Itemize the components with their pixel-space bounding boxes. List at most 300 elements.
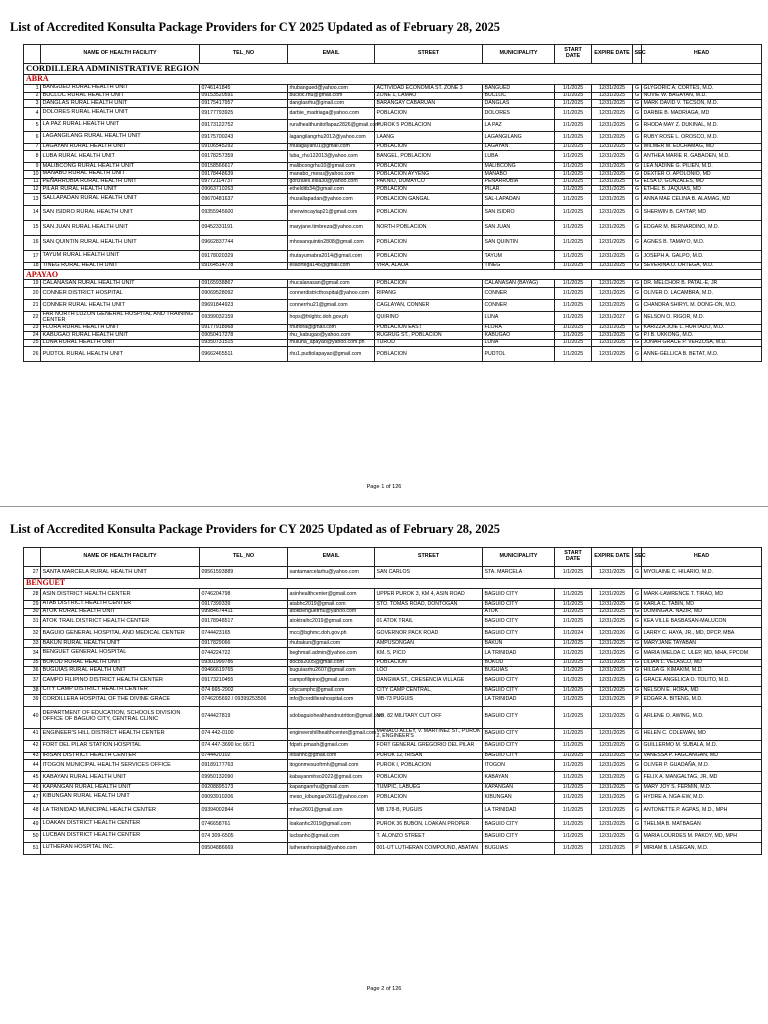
facility-name: LA TRINIDAD MUNICIPAL HEALTH CENTER [41, 803, 200, 818]
row-number: 13 [24, 193, 41, 205]
municipality: SAN ISIDRO [483, 205, 555, 220]
row-number: 14 [24, 205, 41, 220]
row-number: 38 [24, 686, 41, 694]
table-row [24, 324, 762, 332]
table-row [24, 262, 762, 270]
telephone: 0917829066 [200, 640, 288, 648]
head-name: P.I B. UKKONG, M.D. [642, 332, 762, 340]
start-date: 1/1/2025 [555, 772, 592, 784]
head-name: WILMER M. EDCHAMAG, MD [642, 143, 762, 151]
row-number: 11 [24, 178, 41, 186]
expire-date: 12/31/2025 [592, 567, 633, 579]
sector: G [633, 280, 642, 288]
facility-name: BENGUET GENERAL HOSPITAL [41, 647, 200, 659]
telephone: 09063710263 [200, 186, 288, 194]
street: POBLACION [375, 250, 483, 262]
table-row [24, 193, 762, 205]
municipality: LA TRINIDAD [483, 694, 555, 706]
expire-date: 12/31/2025 [592, 100, 633, 108]
row-number: 27 [24, 567, 41, 579]
head-name: EDGAR A. BITENG, M.D. [642, 694, 762, 706]
table-row [24, 830, 762, 842]
sector: G [633, 601, 642, 609]
province-label: APAYAO [24, 270, 762, 280]
head-name: ANTHEA MARIE R. GABAOEN, M.D. [642, 151, 762, 163]
email: rhuluna_apayao@yahoo.com.ph [288, 339, 375, 347]
start-date: 1/1/2025 [555, 220, 592, 235]
region-row [24, 64, 762, 75]
header-cell-number [24, 548, 41, 567]
row-number: 39 [24, 694, 41, 706]
expire-date: 12/31/2025 [592, 299, 633, 311]
header-cell: HEAD [642, 548, 762, 567]
telephone: 09504886669 [200, 842, 288, 854]
email: loakanhc2019@gmail.com [288, 818, 375, 830]
sector: G [633, 647, 642, 659]
head-name: JONAH GRACE P. VERZOSA, M.D. [642, 339, 762, 347]
street: KM. 5, PICO [375, 647, 483, 659]
expire-date: 12/31/2025 [592, 220, 633, 235]
facility-name: TINEG RURAL HEALTH UNIT [41, 262, 200, 270]
street: T. ALONZO STREET [375, 830, 483, 842]
table-row [24, 706, 762, 728]
street: STO. TOMAS ROAD, DONTOGAN [375, 601, 483, 609]
expire-date: 12/31/2025 [592, 818, 633, 830]
street: RIPANG [375, 287, 483, 299]
start-date: 1/1/2025 [555, 601, 592, 609]
telephone: 0744224722 [200, 647, 288, 659]
head-name: JOSEPH A. GALPO, M.D. [642, 250, 762, 262]
document-page-2 [0, 508, 768, 1024]
expire-date: 12/31/2025 [592, 608, 633, 616]
municipality: CONNER [483, 299, 555, 311]
start-date: 1/1/2025 [555, 119, 592, 131]
telephone: 0746205692 / 09399253506 [200, 694, 288, 706]
table-row [24, 740, 762, 752]
header-cell: EXPIRE DATE [592, 45, 633, 64]
row-number: 36 [24, 667, 41, 675]
row-number: 10 [24, 170, 41, 178]
head-name: LILIAN L. VELASCO, MD [642, 659, 762, 667]
header-cell: HEAD [642, 45, 762, 64]
start-date: 1/1/2025 [555, 324, 592, 332]
sector: G [633, 830, 642, 842]
row-number: 34 [24, 647, 41, 659]
expire-date: 12/31/2025 [592, 640, 633, 648]
head-name: NELSON O. RIGOR, M.D. [642, 311, 762, 324]
facility-name: MANABO RURAL HEALTH UNIT [41, 170, 200, 178]
row-number: 31 [24, 616, 41, 628]
header-cell: MUNICIPALITY [483, 45, 555, 64]
facility-name: CONNER DISTRICT HOSPITAL [41, 287, 200, 299]
row-number: 21 [24, 299, 41, 311]
expire-date: 12/31/2026 [592, 628, 633, 640]
facility-name: ATOK TRAIL DISTRICT HEALTH CENTER [41, 616, 200, 628]
head-name: VANESSA P. FAGCANGAN, MD [642, 752, 762, 760]
row-number: 47 [24, 791, 41, 803]
email: rhucalanasan@gmail.com [288, 280, 375, 288]
expire-date: 12/31/2025 [592, 752, 633, 760]
start-date: 1/1/2025 [555, 647, 592, 659]
header-cell: STREET [375, 45, 483, 64]
table-row [24, 728, 762, 740]
street: RUGRUG ST., POBLACION [375, 332, 483, 340]
email: rhubakun@gmail.com [288, 640, 375, 648]
row-number: 45 [24, 772, 41, 784]
email: darbie_madriaga@yahoo.com [288, 107, 375, 119]
facility-name: ENGINEER'S HILL DISTRICT HEALTH CENTER [41, 728, 200, 740]
start-date: 1/1/2025 [555, 280, 592, 288]
email: hops@fnlghtc.doh.gov.ph [288, 311, 375, 324]
facility-name: CALANASAN RURAL HEALTH UNIT [41, 280, 200, 288]
municipality: PILAR [483, 186, 555, 194]
facility-name: DEPARTMENT OF EDUCATION, SCHOOLS DIVISION OFFICE OF BAGUIO CITY, CENTRAL CLINIC [41, 706, 200, 728]
start-date: 1/1/2025 [555, 608, 592, 616]
facility-name: PEÑARRUBIA RURAL HEALTH UNIT [41, 178, 200, 186]
row-number: 12 [24, 186, 41, 194]
municipality: LA TRINIDAD [483, 803, 555, 818]
head-name: GLYGORIC A. CORTES, M.D. [642, 85, 762, 93]
municipality: BUGUIAS [483, 842, 555, 854]
start-date: 1/1/2025 [555, 205, 592, 220]
head-name: SEVERINA O. ORTEGA, M.D. [642, 262, 762, 270]
street: PUROK 5 POBLACION [375, 119, 483, 131]
row-number: 9 [24, 163, 41, 171]
municipality: BAGUIO CITY [483, 628, 555, 640]
expire-date: 12/31/2025 [592, 119, 633, 131]
facility-name: ATAB DISTRICT HEALTH CENTER [41, 601, 200, 609]
facility-name: TAYUM RURAL HEALTH UNIT [41, 250, 200, 262]
telephone: 09691844923 [200, 299, 288, 311]
email: mhso2601@gmail.com [288, 803, 375, 818]
street: AMPUSONGAN [375, 640, 483, 648]
header-cell: MUNICIPALITY [483, 548, 555, 567]
facility-name: DOLORES RURAL HEALTH UNIT [41, 107, 200, 119]
telephone: 09208895173 [200, 784, 288, 792]
row-number: 29 [24, 601, 41, 609]
municipality: ITOGON [483, 760, 555, 772]
street: POBLACION GANGAL [375, 193, 483, 205]
sector: G [633, 608, 642, 616]
table-row [24, 842, 762, 854]
telephone: 09466619765 [200, 667, 288, 675]
sector: G [633, 220, 642, 235]
page-divider [0, 506, 768, 507]
telephone: 09175417957 [200, 100, 288, 108]
telephone: 09175700243 [200, 131, 288, 143]
facility-name: LA PAZ RURAL HEALTH UNIT [41, 119, 200, 131]
telephone: 09069528092 [200, 287, 288, 299]
street: GOVERNOR PACK ROAD [375, 628, 483, 640]
email: rhusallapadan@yahoo.com [288, 193, 375, 205]
email: luba_rhu122013@yahoo.com [288, 151, 375, 163]
street [375, 608, 483, 616]
head-name: HYDRE A. NGA-EW, M.D. [642, 791, 762, 803]
start-date: 1/1/2025 [555, 803, 592, 818]
expire-date: 12/31/2025 [592, 151, 633, 163]
telephone: 09173122752 [200, 119, 288, 131]
head-name: FELIX A. MANGALTAG, JR, MD [642, 772, 762, 784]
table-row [24, 339, 762, 347]
telephone: 074 442-0100 [200, 728, 288, 740]
facility-name: SAN JUAN RURAL HEALTH UNIT [41, 220, 200, 235]
municipality: DOLORES [483, 107, 555, 119]
row-number: 48 [24, 803, 41, 818]
header-cell: SEC [633, 45, 642, 64]
table-row [24, 667, 762, 675]
municipality: BAGUIO CITY [483, 706, 555, 728]
head-name: KARIZZA JOIE L. HURTADO, M.D. [642, 324, 762, 332]
street: BARANGAY CABARUAN [375, 100, 483, 108]
sector: G [633, 299, 642, 311]
table-row [24, 616, 762, 628]
facility-table [23, 44, 762, 362]
sector: G [633, 92, 642, 100]
start-date: 1/1/2025 [555, 842, 592, 854]
municipality: ATOK [483, 608, 555, 616]
table-row [24, 647, 762, 659]
municipality: BAGUIO CITY [483, 589, 555, 601]
email: sdobaguiohealthandnutrition@gmail.com [288, 706, 375, 728]
facility-name: KAPANGAN RURAL HEALTH UNIT [41, 784, 200, 792]
row-number: 35 [24, 659, 41, 667]
start-date: 1/1/2025 [555, 100, 592, 108]
email: atokbenguetrhu@yahoo.com [288, 608, 375, 616]
street: DANGWA ST., CRESENCIA VILLAGE [375, 674, 483, 686]
street: CITY CAMP CENTRAL, [375, 686, 483, 694]
sector: G [633, 143, 642, 151]
sector: G [633, 85, 642, 93]
sector: G [633, 235, 642, 250]
start-date: 1/1/2025 [555, 667, 592, 675]
expire-date: 12/31/2025 [592, 674, 633, 686]
facility-name: BUCLOC RURAL HEALTH UNIT [41, 92, 200, 100]
email: kabayanmhso2022@gmail.com [288, 772, 375, 784]
facility-name: CAMPO FILIPINO DISTRICT HEALTH CENTER [41, 674, 200, 686]
head-name: RHODA MAY Z. DUKINAL, M.D. [642, 119, 762, 131]
street: LAANG [375, 131, 483, 143]
facility-name: ASIN DISTRICT HEALTH CENTER [41, 589, 200, 601]
municipality: CONNER [483, 287, 555, 299]
head-name: AGNES B. TAMAYO, M.D. [642, 235, 762, 250]
row-number: 20 [24, 287, 41, 299]
street: POBLACION [375, 347, 483, 362]
municipality: BAGUIO CITY [483, 686, 555, 694]
street: SAN CARLOS [375, 567, 483, 579]
expire-date: 12/31/2025 [592, 339, 633, 347]
municipality: KIBUNGAN [483, 791, 555, 803]
facility-name: SANTA MARCELA RURAL HEALTH UNIT [41, 567, 200, 579]
facility-name: MALIBCONG RURAL HEALTH UNIT [41, 163, 200, 171]
street: BANGEL, POBLACION [375, 151, 483, 163]
municipality: DANGLAS [483, 100, 555, 108]
start-date: 1/1/2025 [555, 250, 592, 262]
table-row [24, 791, 762, 803]
facility-name: LUNA RURAL HEALTH UNIT [41, 339, 200, 347]
email: sherwincaytap21@gmail.com [288, 205, 375, 220]
sector: G [633, 818, 642, 830]
row-number: 28 [24, 589, 41, 601]
start-date: 1/1/2025 [555, 740, 592, 752]
facility-name: CITY CAMP DISTRICT HEALTH CENTER [41, 686, 200, 694]
telephone: 0744423165 [200, 628, 288, 640]
street: NO. 82 MILITARY CUT OFF [375, 706, 483, 728]
row-number: 44 [24, 760, 41, 772]
province-label: ABRA [24, 75, 762, 85]
head-name: LARRY C. HAYA, JR., MD, DPCP, MBA [642, 628, 762, 640]
street: MB-73 PUGUIS [375, 694, 483, 706]
header-cell: STREET [375, 548, 483, 567]
row-number: 37 [24, 674, 41, 686]
row-number: 15 [24, 220, 41, 235]
head-name: SHERWIN B. CAYTAP, MD [642, 205, 762, 220]
street: 01 ATOK TRAIL [375, 616, 483, 628]
table-row [24, 332, 762, 340]
start-date: 1/1/2025 [555, 163, 592, 171]
municipality: TAYUM [483, 250, 555, 262]
street: POBLACION [375, 186, 483, 194]
start-date: 1/1/2025 [555, 818, 592, 830]
expire-date: 12/31/2025 [592, 791, 633, 803]
start-date: 1/1/2025 [555, 589, 592, 601]
telephone: 074 665-2902 [200, 686, 288, 694]
header-cell: START DATE [555, 45, 592, 64]
row-number: 32 [24, 628, 41, 640]
expire-date: 12/31/2025 [592, 830, 633, 842]
street: PUROK 36 BUBON, LOAKAN PROPER [375, 818, 483, 830]
facility-name: KABAYAN RURAL HEALTH UNIT [41, 772, 200, 784]
email: fdpsh.pmash@gmail.com [288, 740, 375, 752]
table-row [24, 220, 762, 235]
table-row [24, 784, 762, 792]
row-number: 1 [24, 85, 41, 93]
facility-table [23, 547, 762, 855]
head-name: MARIA LOURDES M. PAKOY, MD, MPH [642, 830, 762, 842]
expire-date: 12/31/2025 [592, 803, 633, 818]
sector: G [633, 616, 642, 628]
municipality: SAN JUAN [483, 220, 555, 235]
municipality: PUDTOL [483, 347, 555, 362]
email: rhutayumabra2014@gmail.com [288, 250, 375, 262]
table-row [24, 601, 762, 609]
facility-name: DANGLAS RURAL HEALTH UNIT [41, 100, 200, 108]
start-date: 1/1/2025 [555, 674, 592, 686]
telephone: 074 447-3690 loc 6671 [200, 740, 288, 752]
municipality: BAGUIO CITY [483, 616, 555, 628]
facility-name: FAR NORTH LUZON GENERAL HOSPITAL AND TRAINING CENTER [41, 311, 200, 324]
table-row [24, 347, 762, 362]
row-number: 22 [24, 311, 41, 324]
facility-name: SALLAPADAN RURAL HEALTH UNIT [41, 193, 200, 205]
expire-date: 12/31/2025 [592, 205, 633, 220]
table-row [24, 567, 762, 579]
street: POBLACION [375, 163, 483, 171]
start-date: 1/1/2025 [555, 347, 592, 362]
head-name: NELSON E. HORA, MD [642, 686, 762, 694]
street: POBLACION AYYENG [375, 170, 483, 178]
expire-date: 12/31/2025 [592, 784, 633, 792]
table-row [24, 186, 762, 194]
email: lagangilangrhu2012@yahoo.com [288, 131, 375, 143]
expire-date: 12/31/2025 [592, 178, 633, 186]
start-date: 1/1/2025 [555, 339, 592, 347]
header-cell: EXPIRE DATE [592, 548, 633, 567]
telephone: 09350731515 [200, 339, 288, 347]
email: gonzales.elsa30@yahoo.com [288, 178, 375, 186]
municipality: TINEG [483, 262, 555, 270]
email: connerdistricthospital@yahoo.com [288, 287, 375, 299]
telephone: 09173210455 [200, 674, 288, 686]
head-name: MYOLAINE C. HILARIO, M.D. [642, 567, 762, 579]
row-number: 26 [24, 347, 41, 362]
telephone: 09394002844 [200, 803, 288, 818]
street: NORTH POBLACION [375, 220, 483, 235]
municipality: LUNA [483, 311, 555, 324]
head-name: OLIVER P. GUADAÑA, M.D. [642, 760, 762, 772]
head-name: ELSA D. GONZALES, MD [642, 178, 762, 186]
email: kapanganrhu@gmail.com [288, 784, 375, 792]
head-name: THELMA B. MATBAGAN [642, 818, 762, 830]
row-number: 25 [24, 339, 41, 347]
email: engineershillhealthcenter@gmail.com [288, 728, 375, 740]
telephone: 09662837744 [200, 235, 288, 250]
facility-name: FLORA RURAL HEALTH UNIT [41, 324, 200, 332]
start-date: 1/1/2025 [555, 567, 592, 579]
table-row [24, 818, 762, 830]
expire-date: 12/31/2025 [592, 659, 633, 667]
street: PUROK 12, IRISAN [375, 752, 483, 760]
sector: G [633, 311, 642, 324]
sector: G [633, 347, 642, 362]
email: asinhealthcenter@gmail.com [288, 589, 375, 601]
start-date: 1/1/2025 [555, 659, 592, 667]
email: rhu1.pudtolapayao@gmail.com [288, 347, 375, 362]
table-row [24, 694, 762, 706]
facility-name: ATOK RURAL HEALTH UNIT [41, 608, 200, 616]
telephone: 09301999786 [200, 659, 288, 667]
street: MANALO ALLEY, V. MARTINEZ ST., PUROK 2, ENGINEER'S [375, 728, 483, 740]
table-row [24, 608, 762, 616]
municipality: BAGUIO CITY [483, 601, 555, 609]
row-number: 33 [24, 640, 41, 648]
municipality: LA PAZ [483, 119, 555, 131]
municipality: KABAYAN [483, 772, 555, 784]
row-number: 23 [24, 324, 41, 332]
telephone: 09662465511 [200, 347, 288, 362]
page-footer: Page 2 of 126 [366, 986, 402, 992]
head-name: RUBY ROSE L. OROSCO, M.D. [642, 131, 762, 143]
street: UPPER PUROK 3, KM 4, ASIN ROAD [375, 589, 483, 601]
telephone: 0744427819 [200, 706, 288, 728]
sector: G [633, 659, 642, 667]
province-row [24, 75, 762, 85]
municipality: MALIBCONG [483, 163, 555, 171]
municipality: BOKOD [483, 659, 555, 667]
facility-name: BAGUIO GENERAL HOSPITAL AND MEDICAL CENTER [41, 628, 200, 640]
sector: G [633, 567, 642, 579]
head-name: MARIA IMELDA C. ULEP, MD, MHA, FPCOM [642, 647, 762, 659]
table-row [24, 659, 762, 667]
header-cell: TEL_NO [200, 548, 288, 567]
municipality: BAGUIO CITY [483, 830, 555, 842]
expire-date: 12/31/2025 [592, 647, 633, 659]
table-row [24, 760, 762, 772]
facility-name: BAKUN RURAL HEALTH UNIT [41, 640, 200, 648]
street: PUROK I, POBLACION [375, 760, 483, 772]
telephone: 09177793925 [200, 107, 288, 119]
municipality: SAL-LAPADAN [483, 193, 555, 205]
municipality: LUBA [483, 151, 555, 163]
